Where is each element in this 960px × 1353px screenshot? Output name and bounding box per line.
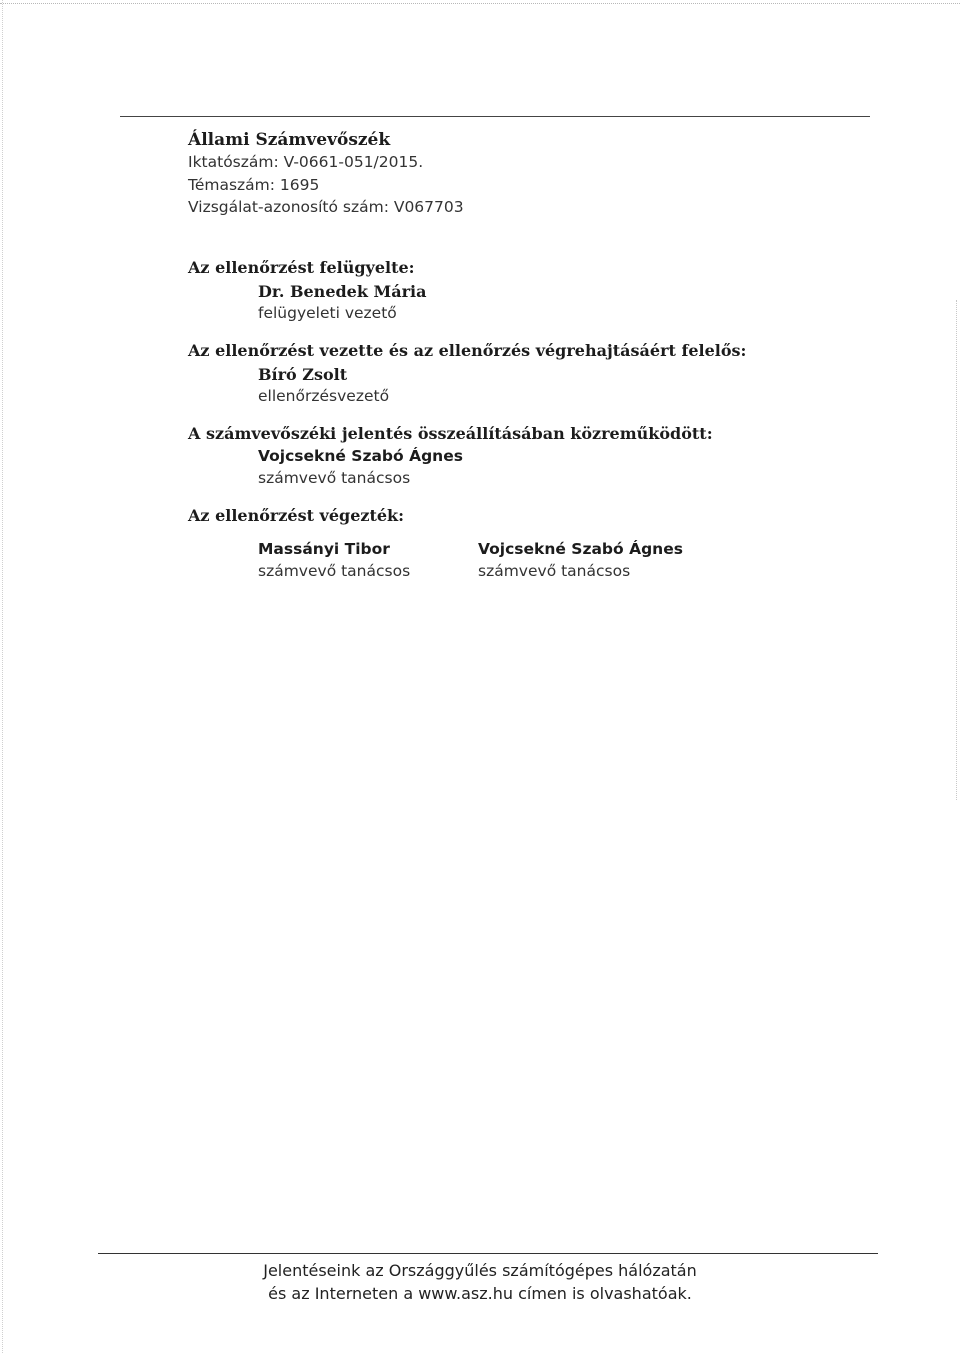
scan-border-top: [0, 3, 960, 4]
leader-role: ellenőrzésvezető: [258, 387, 390, 405]
performer-role: számvevő tanácsos: [478, 562, 631, 580]
supervisor-role: felügyeleti vezető: [258, 304, 397, 322]
scan-border-left: [2, 0, 3, 1353]
compiler-name: Vojcsekné Szabó Ágnes: [258, 447, 463, 465]
compiler-role: számvevő tanácsos: [258, 469, 411, 487]
scan-border-right: [956, 300, 957, 800]
audit-id: Vizsgálat-azonosító szám: V067703: [188, 198, 464, 216]
header-rule: [120, 116, 870, 117]
footer-line-2: és az Interneten a www.asz.hu címen is olvashatóak.: [268, 1284, 692, 1303]
file-number: Iktatószám: V-0661-051/2015.: [188, 153, 424, 171]
footer-rule: [98, 1253, 878, 1254]
performer-name: Massányi Tibor: [258, 540, 390, 558]
compiled-label: A számvevőszéki jelentés összeállításában közreműködött:: [188, 424, 713, 443]
footer-line-1: Jelentéseink az Országgyűlés számítógépes hálózatán: [263, 1261, 697, 1280]
performed-label: Az ellenőrzést végezték:: [188, 506, 405, 525]
supervisor-name: Dr. Benedek Mária: [258, 282, 427, 301]
performer-role: számvevő tanácsos: [258, 562, 411, 580]
topic-number: Témaszám: 1695: [188, 176, 320, 194]
led-label: Az ellenőrzést vezette és az ellenőrzés végrehajtásáért felelős:: [188, 341, 747, 360]
leader-name: Bíró Zsolt: [258, 365, 348, 384]
performer-name: Vojcsekné Szabó Ágnes: [478, 540, 683, 558]
org-name: Állami Számvevőszék: [188, 130, 391, 150]
supervised-label: Az ellenőrzést felügyelte:: [188, 258, 415, 277]
